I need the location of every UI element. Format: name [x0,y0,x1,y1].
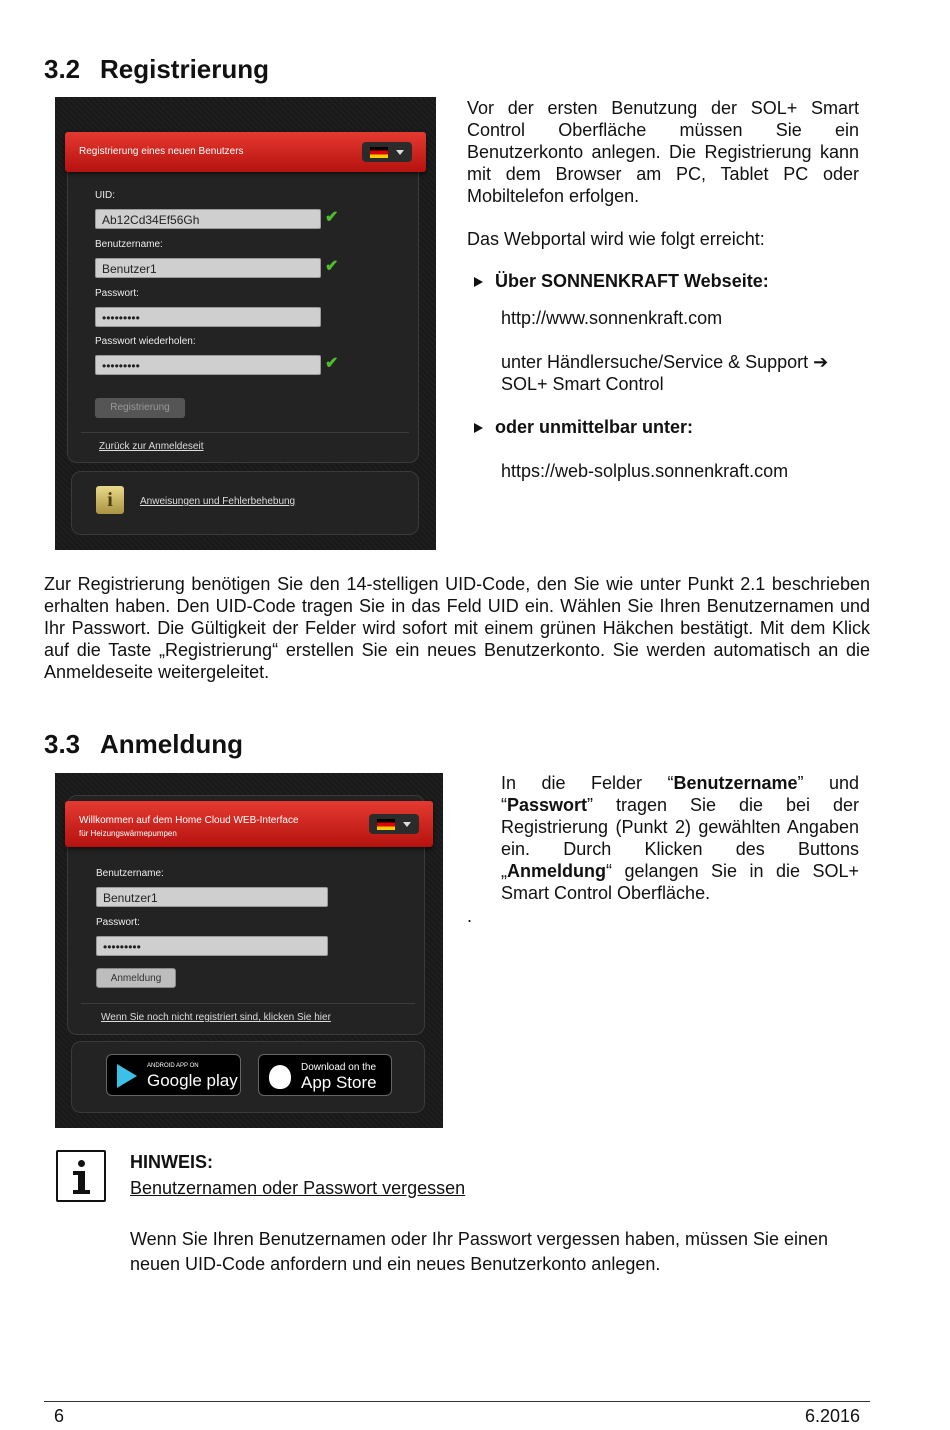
note-text: Wenn Sie Ihren Benutzernamen oder Ihr Passwort vergessen haben, müssen Sie einen neuen UID-Code anfordern und ein neues Benutzerkonto anlegen. [130,1229,829,1274]
register-link[interactable]: Wenn Sie noch nicht registriert sind, klicken Sie hier [101,1012,331,1023]
bullet-text: oder unmittelbar unter: [495,417,694,437]
info-note-icon [56,1150,106,1202]
apple-icon [269,1065,291,1089]
check-icon: ✔ [325,209,339,226]
google-play-badge[interactable] [106,1054,241,1096]
password-input[interactable]: ••••••••• [96,936,328,956]
registration-body-paragraph: Zur Registrierung benötigen Sie den 14-stelligen UID-Code, den Sie wie unter Punkt 2.1 beschrieben erhalten haben. Den UID-Code tragen Sie in das Feld UID ein. Wählen Sie Ihren Benutzernamen und Ihr Passwort. Die Gültigkeit der Felder wird sofort mit einem grünen Häkchen bestätigt. Mit dem Klick auf die Taste „Registrierung“ erstellen Sie ein neues Benutzerkonto. Sie werden automatisch an die Anmeldeseite weitergeleitet. [44,574,870,682]
login-paragraph: In die Felder “Benutzername” und “Passwort” tragen Sie die bei der Registrierung (Punkt 2) gewählten Angaben ein. Durch Klicken des Buttons „Anmeldung“ gelangen Sie in die SOL+ Smart Control Oberfläche. [501,773,859,903]
password-repeat-input[interactable]: ••••••••• [95,355,321,375]
divider [81,1003,415,1004]
bullet-text: Über SONNENKRAFT Webseite: [495,271,769,291]
check-icon: ✔ [325,258,339,275]
username-label: Benutzername: [96,868,164,879]
url-sonnenkraft: http://www.sonnenkraft.com [501,308,723,328]
chevron-down-icon [396,150,404,155]
stray-dot: . [467,906,473,926]
note-title: HINWEIS: [130,1152,213,1172]
uid-input[interactable]: Ab12Cd34Ef56Gh [95,209,321,229]
login-screenshot [55,773,443,1128]
bullet-triangle-icon [474,423,483,433]
login-button[interactable]: Anmeldung [96,968,176,988]
password-label: Passwort: [96,917,140,928]
play-icon [117,1064,137,1088]
footer-date: 6.2016 [804,1406,860,1426]
google-play-small-text: ANDROID APP ON [147,1063,199,1069]
section-heading-registrierung [44,54,269,85]
url-webportal: https://web-solplus.sonnenkraft.com [501,461,789,481]
footer-divider [44,1401,870,1402]
login-header-subtext: für Heizungswärmepumpen [79,829,177,838]
language-select[interactable] [369,814,419,834]
bullet-direct [474,417,693,438]
bullet-triangle-icon [474,277,483,287]
login-header-text: Willkommen auf dem Home Cloud WEB-Interface [79,815,299,826]
register-button[interactable]: Registrierung [95,398,185,418]
help-panel [71,471,419,535]
intro-paragraph: Vor der ersten Benutzung der SOL+ Smart Control Oberfläche müssen Sie ein Benutzerkonto anlegen. Die Registrierung kann mit dem Browser am PC, Tablet PC oder Mobiltelefon erfolgen. [467,98,859,206]
back-to-login-link[interactable]: Zurück zur Anmeldeseit [99,441,204,452]
section-title: Anmeldung [100,729,243,759]
password-repeat-label: Passwort wiederholen: [95,336,196,347]
info-icon: i [96,486,124,514]
section-number: 3.3 [44,729,81,759]
registration-header-bar [65,132,426,172]
uid-label: UID: [95,190,115,201]
username-label: Benutzername: [95,239,163,250]
password-label: Passwort: [95,288,139,299]
divider [81,432,409,433]
app-store-text: App Store [301,1073,377,1092]
chevron-down-icon [403,822,411,827]
bullet-sonnenkraft [474,271,769,292]
app-store-small-text: Download on the [301,1062,377,1073]
check-icon: ✔ [325,355,339,372]
section-number: 3.2 [44,54,81,84]
registration-header-text: Registrierung eines neuen Benutzers [79,146,244,157]
page-number: 6 [54,1406,65,1426]
password-input[interactable]: ••••••••• [95,307,321,327]
note-subtitle: Benutzernamen oder Passwort vergessen [130,1178,466,1198]
reach-paragraph: Das Webportal wird wie folgt erreicht: [467,229,765,249]
german-flag-icon [370,147,388,158]
help-link[interactable]: Anweisungen und Fehlerbehebung [140,496,296,507]
section-heading-anmeldung [44,729,243,760]
google-play-text: Google play [147,1071,238,1090]
username-input[interactable]: Benutzer1 [96,887,328,907]
username-input[interactable]: Benutzer1 [95,258,321,278]
login-header-bar [65,801,433,847]
german-flag-icon [377,819,395,830]
section-title: Registrierung [100,54,270,84]
app-store-badge[interactable] [258,1054,392,1096]
navigation-path: unter Händlersuche/Service & Support ➔ SOL+ Smart Control [501,352,829,394]
language-select[interactable] [362,142,412,162]
registration-screenshot [55,97,436,550]
